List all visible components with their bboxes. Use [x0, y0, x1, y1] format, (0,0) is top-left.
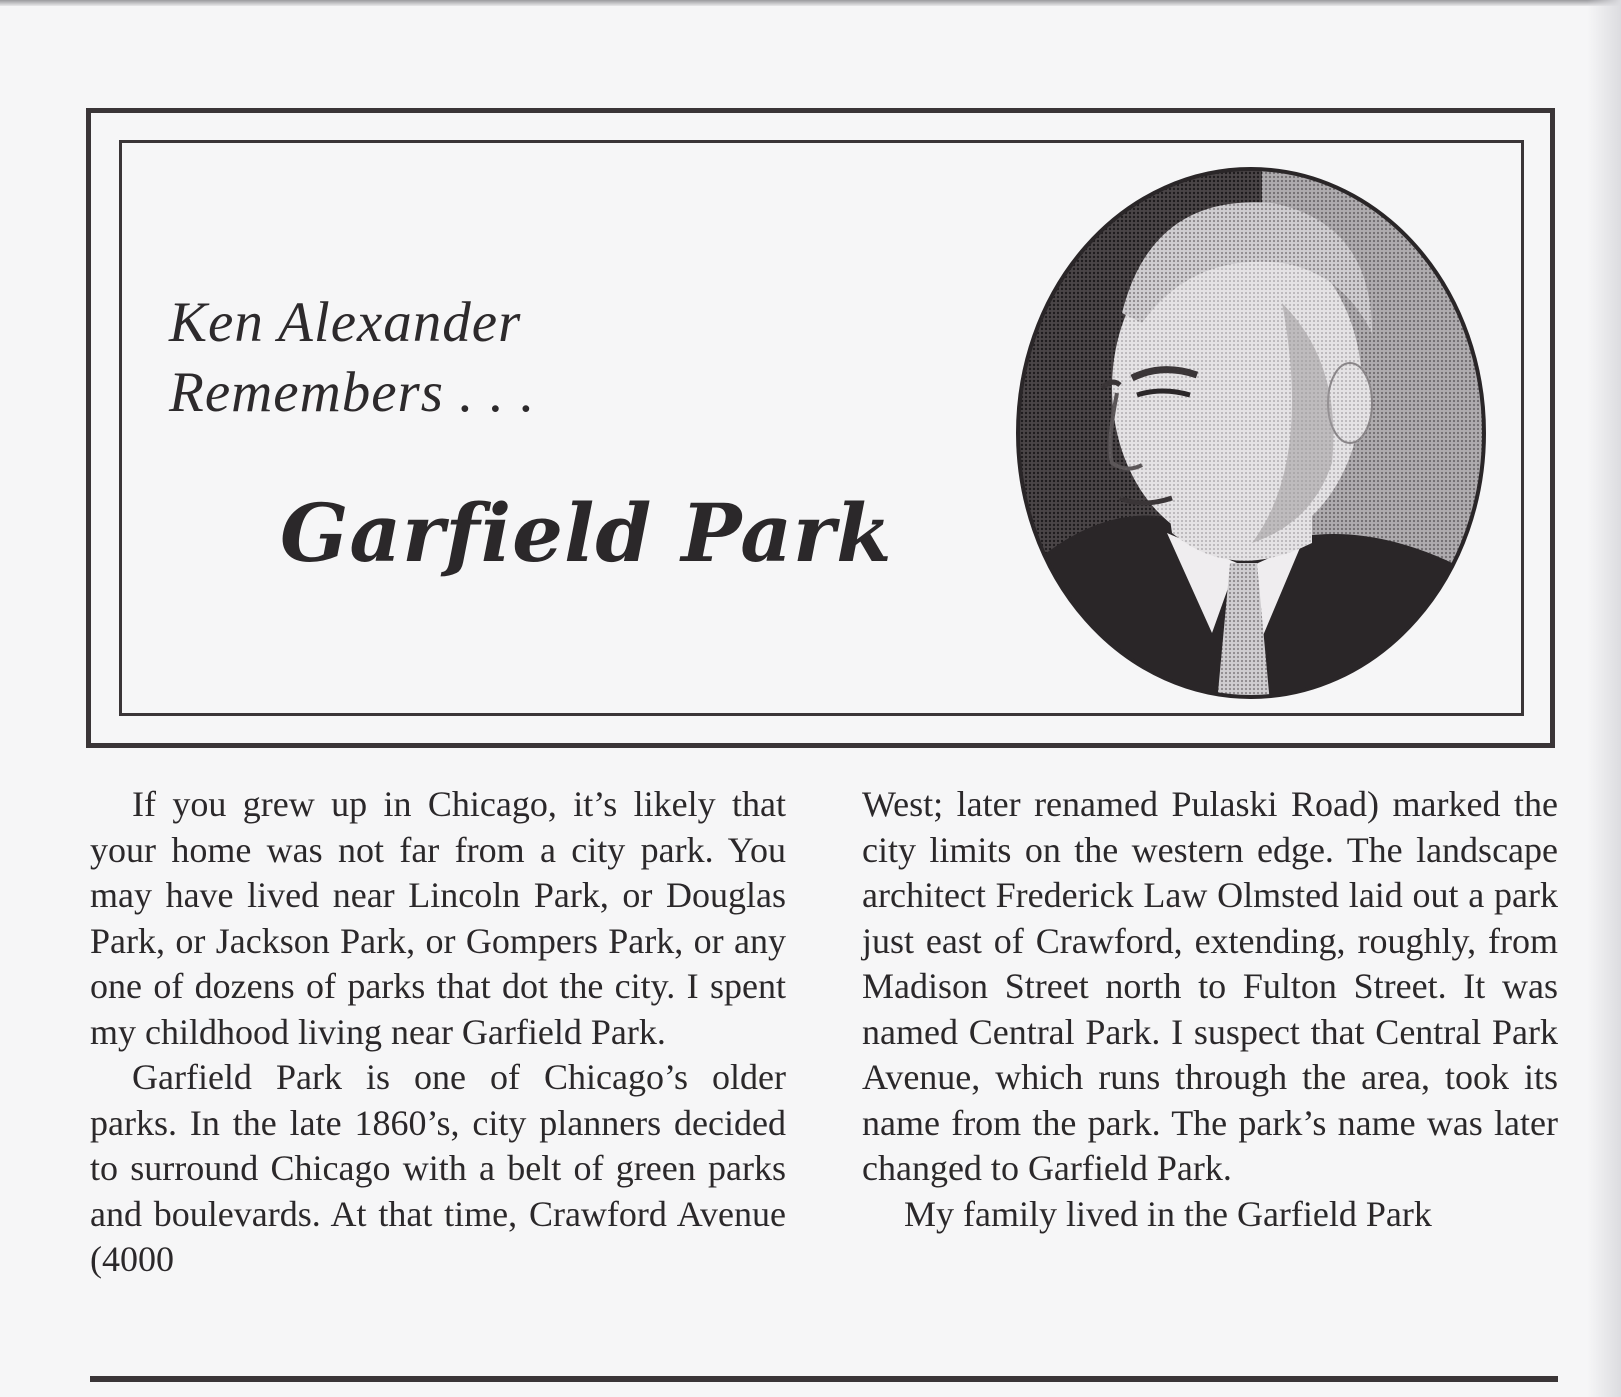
- paragraph-2: Garfield Park is one of Chicago’s older parks. In the late 1860’s, city planners decided to surround Chicago with a belt of green parks and boulevards. At that time, Crawford Avenue (4000: [90, 1057, 786, 1279]
- paragraph-1: If you grew up in Chicago, it’s likely that your home was not far from a city park. You may have lived near Lincoln Park, or Douglas Park, or Jackson Park, or Gompers Park, or any one of dozens of parks that dot the city. I spent my childhood living near Garfield Park.: [90, 784, 786, 1052]
- paragraph-2-continued: West; later renamed Pulaski Road) marked the city limits on the western edge. The landscape architect Frederick Law Olmsted laid out a park just east of Crawford, extending, roughly, from Madison Street north to Fulton Street. It was named Central Park. I suspect that Central Park Avenue, which runs through the area, took its name from the park. The park’s name was later changed to Garfield Park.: [862, 784, 1558, 1188]
- page-gutter-shadow: [1587, 0, 1621, 1397]
- bottom-rule: [90, 1376, 1558, 1382]
- article-title: Garfield Park: [280, 486, 893, 580]
- article-column-left: [90, 782, 786, 1322]
- page-top-edge: [0, 0, 1621, 6]
- article-body: [90, 782, 1558, 1322]
- kicker-line-2: Remembers . . .: [169, 361, 536, 424]
- paragraph-3: My family lived in the Garfield Park: [904, 1193, 1432, 1234]
- header-outer-frame: [86, 108, 1555, 748]
- kicker-line-1: Ken Alexander: [169, 291, 522, 354]
- article-column-right: [862, 782, 1558, 1322]
- header-inner-frame: [119, 140, 1524, 716]
- article-kicker: [169, 288, 535, 428]
- portrait-photo-icon: [1012, 163, 1490, 703]
